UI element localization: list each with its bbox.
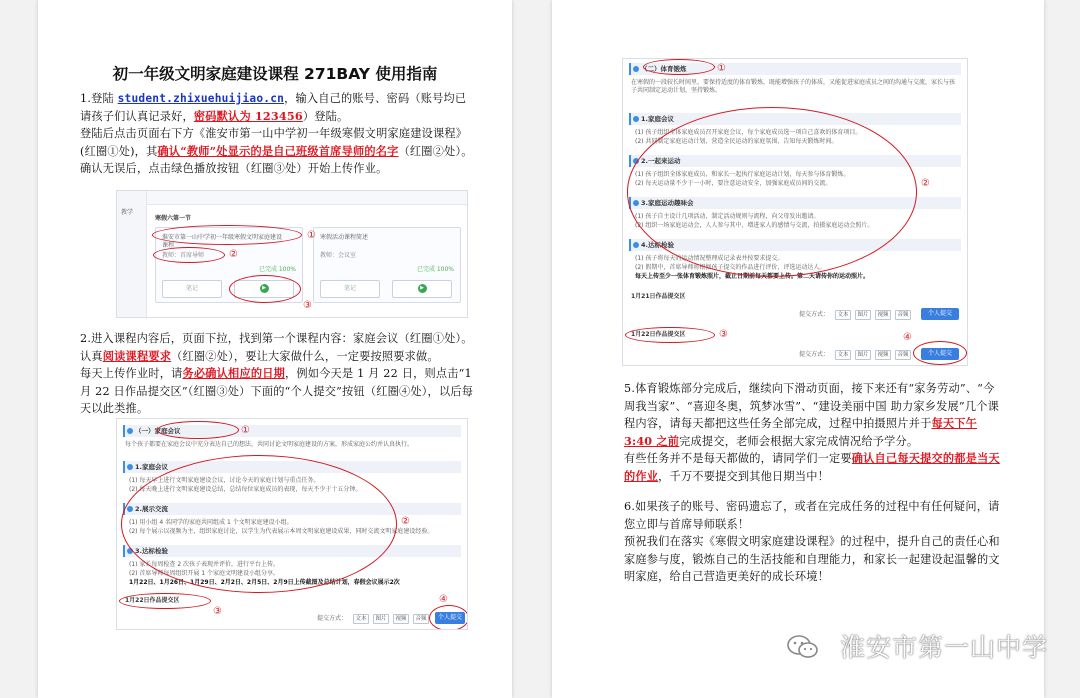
notes-button-2[interactable]: 笔记 [320,280,380,298]
submit-type-image[interactable]: 图片 [373,614,389,624]
submit-type-text-2[interactable]: 文本 [835,350,851,360]
annotation-circle-3 [625,327,715,343]
subsection-3-line-1: (1) 家长每周检查 2 次孩子表现并评价，进行平台上传。 [129,561,280,568]
subsection-title-3: 3.家庭运动趣味会 [629,197,961,209]
subsection-title-1: 1.家庭会议 [629,113,961,125]
submit-type-video-1[interactable]: 视频 [875,310,891,320]
submission-zone-2-title: 1月22日作品提交区 [631,331,686,338]
section-intro: 在寒假的一段较长时间里，要保持适度的体育锻炼，既能增强孩子的体质，又能促进家庭成员之间的沟通与交流，家长与孩子共同制定运动计划，坚持锻炼。 [631,79,956,94]
annotation-circle-1 [643,59,715,75]
step-1-intro: 1.登陆 [80,92,118,105]
subsection-title-2: 2.展示交流 [123,503,461,515]
course-card-2[interactable] [313,227,461,303]
annotation-circle-2 [121,455,397,593]
course-name-2[interactable]: 寒假活动课程简述 [320,234,369,241]
submit-method-label-1: 提交方式： [799,311,830,318]
step-2-text [80,330,475,418]
subsection-2-line-2: (2) 每个展示以视频为主，组织家庭讨论，以学生为代表展示本周文明家庭建设成果，同时交流文明家庭建设经验。 [129,528,434,535]
submit-method-label-2: 提交方式： [799,351,830,358]
subsection-3-line-1: (1) 孩子自主设计几项活动，制定活动规则与流程，向父母发出邀请。 [635,213,820,220]
annotation-label-3: ③ [303,300,312,311]
submit-method-label: 提交方式： [317,615,348,622]
subsection-2-line-1: (1) 孩子组织全体家庭成员，和家长一起执行家庭运动计划，每天参与体育锻炼。 [635,171,850,178]
submit-type-audio-1[interactable]: 音频 [895,310,911,320]
wechat-icon [786,634,820,660]
subsection-1-line-1: (1) 孩子组织全体家庭成员召开家庭会议，每个家庭成员选一项自己喜欢的体育项目。 [635,129,862,136]
annotation-label-4: ④ [903,332,912,343]
family-meeting-screenshot [116,418,468,630]
step-1-course-note: 登陆后点击页面右下方《淮安市第一山中学初一年级寒假文明家庭建设课程》(红圈①处)，其 [80,127,468,158]
step-1-text [80,90,475,178]
notes-button[interactable]: 笔记 [162,280,222,298]
course-list-screenshot [116,190,468,318]
step-2-upload-note: 每天上传作业时，请 [80,367,183,380]
step-2-intro: 2.进入课程内容后，页面下拉，找到第一个课程内容：家庭会议（红圈①处）。认真 [80,332,473,363]
step-5-intro: 5.体育锻炼部分完成后，继续向下滑动页面，接下来还有“家务劳动”、“今周我当家”、“喜迎冬奥，筑梦冰雪”、“建设美丽中国 助力家乡发展”几个课程内容，请每天都把这些任务全部完成，过程中拍摄照片并于 [624,382,999,430]
step-6-text [624,498,1002,586]
annotation-label-1: ① [241,425,250,436]
step-1-login-end: ）登陆。 [302,109,349,123]
play-icon-2[interactable]: ▶ [418,284,427,293]
confirm-teacher-note: 确认“教师”处显示的是自己班级首席导师的名字 [157,143,399,158]
annotation-label-2: ② [401,516,410,527]
subsection-title-3: 3.达标检验 [123,545,461,557]
subsection-3-line-2: (2) 首席导师每周组织开展 1 个家庭文明建设小组分享。 [129,570,280,577]
annotation-label-2: ② [229,249,238,260]
confirm-date-note: 务必确认相应的日期 [182,366,285,380]
subsection-2-line-1: (1) 用小组 4 名同学的家庭共同组成 1 个文明家庭建设小组。 [129,519,293,526]
submission-zone-title: 1月22日作品提交区 [125,597,180,604]
upload-note: 每天上传至少一张体育锻炼照片，截止日期前每天都要上传。第二天请传你的运动照片。 [635,273,870,280]
annotation-label-3: ③ [213,606,222,617]
section-intro: 每个孩子都要在家庭会议中充分表达自己的想法，共同讨论文明家庭建设的方案，形成家庭公约并认真执行。 [125,441,414,448]
course-progress: 已完成 100% [258,266,296,273]
sidebar-tab-label: 教学 [121,209,134,216]
upload-dates: 1月22日、1月26日、1月29日、2月2日、2月5日、2月9日上传截图及总结计划，春假会议展示2次 [129,579,400,586]
annotation-circle-1 [152,225,302,245]
subsection-title-1: 1.家庭会议 [123,461,461,473]
personal-submit-button[interactable]: 个人提交 [435,612,465,624]
submit-type-video[interactable]: 视频 [393,614,409,624]
deadline-note: 每天下午 3:40 之前 [624,416,978,448]
personal-submit-button-2[interactable]: 个人提交 [921,348,959,360]
step-5-credit-note: 完成提交，老师会根据大家完成情况给予学分。 [679,434,919,448]
annotation-circle-3 [229,275,301,303]
week-heading: 寒假六第一节 [155,215,192,222]
closing-wishes: 预祝我们在落实《寒假文明家庭建设课程》的过程中，提升自己的责任心和家庭参与度，锻炼自己的生活技能和自理能力，和家长一起建设起温馨的文明家庭，给自己营造更美好的成长环境！ [624,535,1000,583]
submit-type-image-1[interactable]: 图片 [855,310,871,320]
step-6-contact: 6.如果孩子的账号、密码遗忘了，或者在完成任务的过程中有任何疑问，请您立即与首席导师联系！ [624,500,1000,531]
annotation-circle-1 [157,421,239,439]
watermark-school-name: 淮安市第一山中学 [839,633,1048,662]
personal-submit-button-1[interactable]: 个人提交 [921,308,959,320]
default-password-note: 密码默认为 123456 [193,108,303,123]
subsection-1-line-2: (2) 每天晚上进行文明家庭建设总结，总结每位家庭成员的表现，每天不少于十五分钟。 [129,486,362,493]
play-button-2[interactable] [392,280,452,298]
subsection-4-line-2: (2) 假期中，首席导师将根据孩子提交的作品进行评价，评选运动达人。 [635,264,826,271]
confirm-daily-note: 确认自己每天提交的都是当天的作业 [624,451,1000,483]
subsection-title-4: 4.达标检验 [629,239,961,251]
step-5-reminder: 有些任务并不是每天都做的，请同学们一定要 [624,452,852,465]
subsection-1-line-2: (2) 共同制定家庭运动计划，营造全民运动的家庭氛围，告知每天锻炼时间。 [635,138,838,145]
course-name[interactable]: 淮安市第一山中学初一年级寒假文明家庭建设课程 [162,234,283,249]
submit-type-audio-2[interactable]: 音频 [895,350,911,360]
step-5-warning: ，千万不要提交到其他日期当中！ [658,469,829,483]
read-requirement-note: 阅读课程要求 [102,348,172,363]
screenshot-topbar [147,191,467,205]
teacher-name-2: 教师：会议室 [320,252,357,259]
annotation-label-3: ③ [719,329,728,340]
annotation-circle-4 [429,605,468,630]
course-progress-2: 已完成 100% [416,266,454,273]
annotation-label-4: ④ [439,594,448,605]
step-5-text [624,380,1002,485]
step-1-account-note: ，输入自己的账号、密码（账号均已请孩子们认真记录好， [80,92,467,123]
submit-type-video-2[interactable]: 视频 [875,350,891,360]
annotation-label-1: ① [307,230,316,241]
page-title: 初一年级文明家庭建设课程 271BAY 使用指南 [112,65,438,83]
submit-type-audio[interactable]: 音频 [413,614,429,624]
annotation-circle-4 [913,341,967,365]
step-2-submit-note: ，例如今天是 1 月 22 日，则点击“1 月 22 日作品提交区”（红圈③处）下面的“个人提交”按钮（红圈④处），以后每天以此类推。 [80,367,474,415]
subsection-2-line-2: (2) 每天运动量不少于一小时，要注意运动安全，加强家庭成员间的交流。 [635,180,832,187]
step-1-play-note: （红圈②处）。确认无误后，点击绿色播放按钮（红圈③处）开始上传作业。 [80,144,473,175]
subsection-4-line-1: (1) 孩子将每天的运动情况整理成记录表并按要求提交。 [635,255,784,262]
subsection-title-2: 2.一起来运动 [629,155,961,167]
annotation-circle-2 [627,107,917,277]
login-link[interactable]: student.zhixuehuijiao.cn [117,92,285,105]
subsection-3-line-2: (2) 组织一场家庭运动会，人人参与其中，增进家人的感情与交流，拍摄家庭运动会照片。 [635,222,874,229]
subsection-1-line-1: (1) 每天早上进行文明家庭建设会议，讨论今天的家庭计划与重点任务。 [129,477,320,484]
teacher-name: 教师：首席导师 [162,252,205,259]
play-icon[interactable]: ▶ [260,284,269,293]
document-page-right [552,0,1044,698]
document-page-left [38,0,512,698]
section-header-sports: （二）体育锻炼 [629,63,961,75]
annotation-label-2: ② [921,178,930,189]
annotation-circle-3 [119,593,211,609]
step-2-requirement-end: （红圈②处），要让大家做什么，一定要按照要求做。 [171,349,439,363]
submit-type-image-2[interactable]: 图片 [855,350,871,360]
annotation-label-1: ① [717,63,726,74]
section-header-family-meeting: （一）家庭会议 [123,425,461,437]
submit-type-text[interactable]: 文本 [353,614,369,624]
submission-zone-1-title: 1月21日作品提交区 [631,293,686,300]
submit-type-text-1[interactable]: 文本 [835,310,851,320]
annotation-circle-2 [153,247,225,263]
screenshot-sidebar [117,191,147,318]
sports-exercise-screenshot [622,58,968,366]
